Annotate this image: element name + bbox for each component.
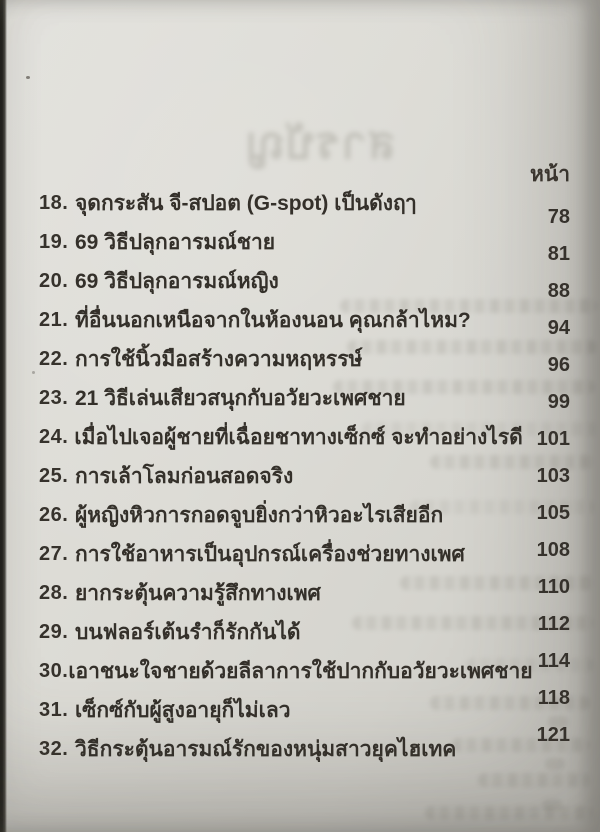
toc-row — [0, 457, 600, 496]
toc-row — [0, 379, 600, 418]
toc-row — [0, 184, 600, 228]
toc-item-page: 101 — [536, 428, 570, 450]
toc-item-page: 114 — [537, 650, 570, 672]
toc-row — [0, 535, 600, 574]
toc-item-title: ผู้หญิงหิวการกอดจูบยิ่งกว่าหิวอะไรเสียอีก — [75, 504, 444, 527]
toc-item-title: เซ็กซ์กับผู้สูงอายุก็ไม่เลว — [75, 699, 291, 722]
toc-item-title: 69 วิธีปลุกอารมณ์ชาย — [75, 231, 276, 254]
toc-item-title: 21 วิธีเล่นเสียวสนุกกับอวัยวะเพศชาย — [75, 387, 406, 410]
toc-row — [0, 724, 600, 769]
dust-speck — [26, 76, 30, 79]
toc-row — [0, 652, 600, 691]
toc-item-number: 25. — [39, 465, 69, 487]
toc-item-number: 30. — [39, 660, 69, 682]
toc-item-page: 94 — [547, 317, 570, 339]
toc-item-number: 20. — [39, 270, 69, 292]
bleedthrough-smudge — [542, 799, 562, 811]
toc-item-page: 81 — [547, 243, 570, 265]
page-column-header: หน้า — [530, 163, 570, 186]
toc-item-title: บนฟลอร์เต้นรำก็รักกันได้ — [75, 621, 301, 644]
toc-row — [0, 223, 600, 265]
toc-row — [0, 687, 600, 730]
toc-item-page: 96 — [547, 354, 570, 376]
toc-item-page: 78 — [547, 206, 570, 228]
toc-item-page: 112 — [537, 613, 570, 635]
toc-item-page: 118 — [537, 687, 570, 709]
toc-item-number: 28. — [39, 582, 69, 604]
toc-item-number: 18. — [39, 192, 69, 214]
toc-row — [0, 418, 600, 457]
toc-item-title: จุดกระสัน จี-สปอต (G-spot) เป็นดังฤๅ — [75, 192, 416, 215]
toc-item-number: 29. — [39, 621, 69, 643]
toc-item-page: 105 — [536, 502, 570, 524]
toc-item-title: เมื่อไปเจอผู้ชายที่เฉื่อยชาทางเซ็กซ์ จะทำอย่างไรดี — [74, 426, 523, 449]
toc-item-number: 27. — [39, 543, 69, 565]
toc-item-page: 88 — [547, 280, 570, 302]
bleedthrough-heading: สารบัญ — [244, 119, 396, 168]
toc-item-page: 99 — [547, 391, 570, 413]
toc-row — [0, 496, 600, 535]
toc-item-title: วิธีกระตุ้นอารมณ์รักของหนุ่มสาวยุคไฮเทค — [75, 738, 457, 761]
toc-item-number: 19. — [39, 231, 69, 253]
toc-item-title: 69 วิธีปลุกอารมณ์หญิง — [75, 270, 279, 293]
toc-row — [0, 301, 600, 340]
toc-row — [0, 574, 600, 613]
toc-item-page: 110 — [537, 576, 570, 598]
toc-row — [0, 613, 600, 652]
toc-item-number: 31. — [39, 699, 69, 721]
toc-item-number: 32. — [39, 738, 69, 760]
toc-item-number: 21. — [39, 309, 69, 331]
toc-item-number: 26. — [39, 504, 69, 526]
toc-item-page: 108 — [536, 539, 570, 561]
dust-speck — [32, 371, 35, 374]
toc-item-title: การใช้อาหารเป็นอุปกรณ์เครื่องช่วยทางเพศ — [75, 543, 465, 566]
photo-left-edge — [0, 0, 7, 832]
toc-row — [0, 262, 600, 301]
toc-item-number: 24. — [39, 426, 69, 448]
toc-item-number: 23. — [39, 387, 69, 409]
toc-item-title: เอาชนะใจชายด้วยลีลาการใช้ปากกับอวัยวะเพศชาย — [68, 660, 533, 683]
toc-item-title: ยากระตุ้นความรู้สึกทางเพศ — [75, 582, 321, 605]
toc-list — [0, 184, 600, 769]
toc-row — [0, 340, 600, 379]
bleedthrough-smudge — [478, 773, 590, 787]
toc-item-title: ที่อื่นนอกเหนือจากในห้องนอน คุณกล้าไหม? — [75, 309, 471, 332]
toc-item-title: การใช้นิ้วมือสร้างความหฤหรรษ์ — [75, 348, 363, 371]
toc-item-page: 121 — [536, 724, 570, 746]
toc-item-page: 103 — [536, 465, 570, 487]
toc-item-number: 22. — [39, 348, 69, 370]
bleedthrough-smudge — [425, 806, 593, 820]
toc-item-title: การเล้าโลมก่อนสอดจริง — [75, 465, 294, 488]
